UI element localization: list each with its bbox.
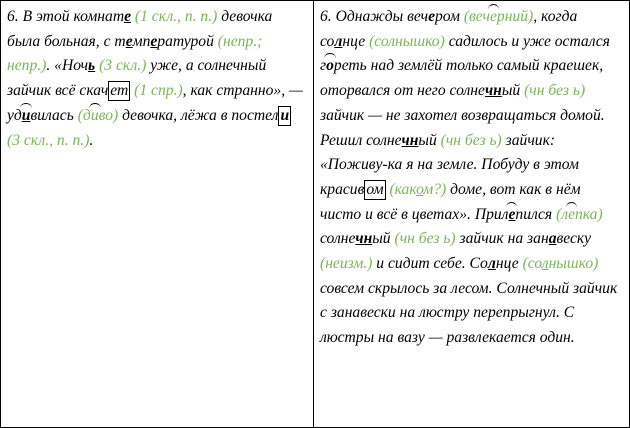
right-text-segment: ый [418,131,441,149]
right-text-segment: (со [522,255,542,273]
right-text-segment: (чн без ь) [394,230,456,248]
right-text-segment: веску [556,230,592,248]
left-text-segment: (д [77,106,91,124]
right-text-segment: садилось и уже остался г [320,32,610,75]
right-text-segment: чн [401,131,419,149]
left-text-segment: девочка, лёжа в постел [118,106,279,124]
right-text-segment: нышко) [548,255,599,273]
left-text-segment: . [89,131,94,149]
right-text-segment: пка) [574,205,603,223]
right-text-segment: е [508,205,516,223]
right-text-segment: ый [501,82,525,100]
right-text-segment: (чн без ь) [440,131,502,149]
left-text-segment: вилась [30,106,78,124]
left-text-segment: (непр.; непр.) [7,32,263,75]
left-text-segment: е [125,32,133,50]
left-text-segment: , как странно», — уд [7,82,303,124]
right-text-segment: о [326,57,334,75]
right-text-segment: (как [389,180,417,198]
left-text-segment: е [150,32,158,50]
right-text-segment: зайчик на зан [455,230,549,248]
left-text-segment: (1 скл., п. п.) [134,8,218,25]
left-text-segment: е [124,8,132,25]
left-text-segment: ь [88,57,96,75]
right-text-segment: совсем скрылось за лесом. Солнечный зайчик с занавески на люстру перепрыгнул. С люстры на вазу — развлекается один. [320,279,618,347]
right-cell-text [314,1,630,428]
right-text-segment: 6. Однажды веч [320,8,429,25]
right-text-segment: м?) [423,180,447,198]
right-text-segment: (л [556,205,569,223]
left-text-segment: ет [110,82,129,100]
right-text-segment: л [334,32,343,50]
right-text-segment: пился [515,205,557,223]
left-text-segment: (3 скл., п. п.) [7,131,90,149]
right-text-segment: о [416,180,424,198]
right-text-segment: зайчик — не захотел возвращаться домой. Решил солне [320,106,605,149]
right-text-segment: ый [372,230,395,248]
right-text-segment: е [428,8,435,25]
right-text-segment: л [541,255,549,273]
left-text-segment: (3 скл.) [99,57,147,75]
right-text-segment: е [568,205,575,223]
left-text-segment: девочка была больная, с т [7,8,273,50]
right-text-segment: е [489,8,497,25]
right-text-segment: и сидит себе. Со [372,255,488,273]
left-text-segment: . «Ноч [46,57,89,75]
right-text-segment: реть над землёй только самый краешек, оторвался от него солне [320,57,604,100]
left-text-segment: ратурой [157,32,218,50]
right-text-segment: ром [434,8,464,25]
right-text-segment: нце [495,255,523,273]
left-text-segment: (1 спр.) [134,82,183,100]
right-text-segment: чн [484,82,502,100]
left-text-segment: мп [132,32,151,50]
right-text-segment: (чн без ь) [524,82,586,100]
left-text-segment: во) [98,106,119,124]
right-text-segment: (солнышко) [369,32,445,50]
left-cell-text [1,1,314,428]
right-text-segment: (веч [463,8,490,25]
right-text-segment: (неизм.) [320,255,373,273]
right-text-segment: л [487,255,496,273]
right-text-segment: зайчик: «Поживу-ка я на земле. Побуду в этом красив [320,131,579,198]
left-text-segment: и [280,106,290,124]
right-text-segment: а [548,230,557,248]
right-text-segment: чн [355,230,373,248]
right-text-segment: ом [366,180,384,198]
left-text-segment: и [21,106,31,124]
right-text-segment: нце [342,32,370,50]
left-text-segment: 6. В этой комнат [7,8,125,25]
right-text-segment: рний) [496,8,534,25]
left-text-segment: уже, а солнечный зайчик всё скач [7,57,267,100]
left-text-segment: и [90,106,99,124]
right-text-segment: солне [320,230,356,248]
right-text-segment: , когда со [320,8,578,50]
right-text-segment: доме, вот как в нём чисто и всё в цветах». Прил [320,180,581,223]
